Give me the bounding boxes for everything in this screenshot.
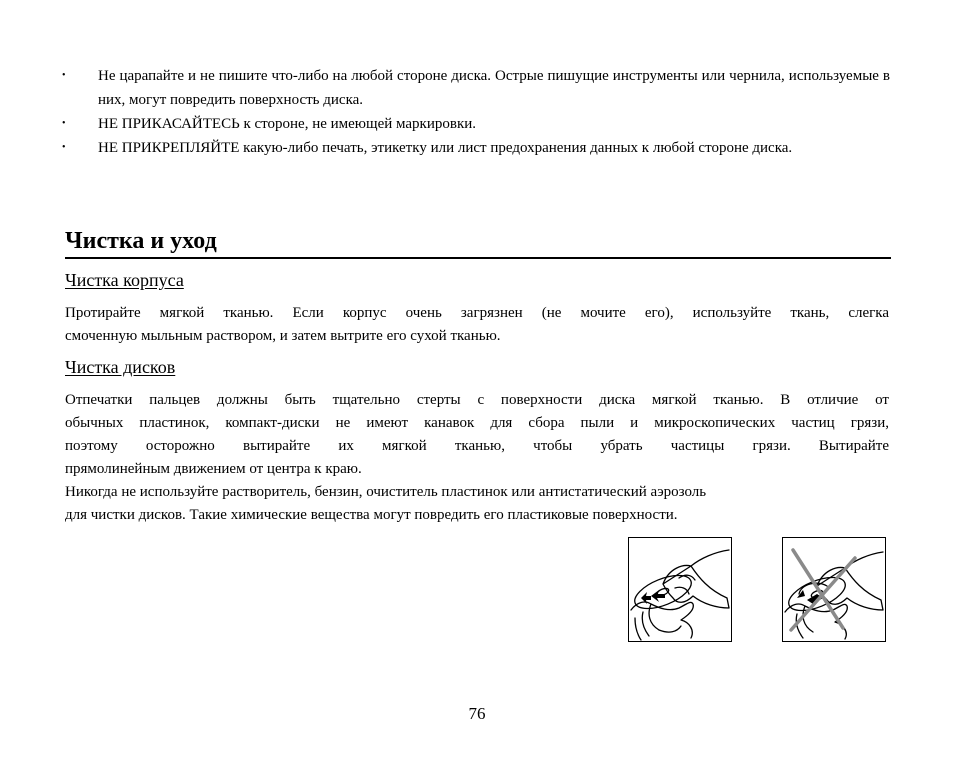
page-number: 76 — [468, 704, 486, 723]
bullet-item — [62, 64, 890, 112]
paragraph-line: для чистки дисков. Такие химические вещества могут повредить его пластиковые поверхности. — [65, 507, 678, 523]
paragraph-line: Никогда не используйте растворитель, бензин, очиститель пластинок или антистатический аэрозоль — [65, 484, 707, 500]
bullet-dot-icon: • — [62, 118, 66, 129]
paragraph-line: прямолинейным движением от центра к краю. — [65, 461, 362, 477]
bullet-text: НЕ ПРИКРЕПЛЯЙТЕ какую-либо печать, этикетку или лист предохранения данных к любой стороне диска. — [98, 140, 793, 156]
disc-cleaning-paragraph — [65, 389, 889, 527]
bullet-text: Не царапайте и не пишите что-либо на любой стороне диска. Острые пишущие инструменты или чернила, используемые в них, могут повредить поверхность диска. — [98, 68, 890, 108]
subheading-disc-cleaning: Чистка дисков — [65, 357, 176, 377]
paragraph-line: Протирайте мягкой тканью. Если корпус очень загрязнен (не мочите его), используйте ткань, слегка — [65, 305, 889, 321]
paragraph-line: поэтому осторожно вытирайте их мягкой тканью, чтобы убрать частицы грязи. Вытирайте — [65, 438, 889, 454]
paragraph-line: обычных пластинок, компакт-диски не имеют канавок для сбора пыли и микроскопических частиц грязи, — [65, 415, 889, 431]
paragraph-line: смоченную мыльным раствором, и затем вытрите его сухой тканью. — [65, 328, 501, 344]
subheading-body-cleaning: Чистка корпуса — [65, 270, 184, 290]
warning-bullet-list — [62, 64, 890, 160]
hand-cloth-disc-icon — [629, 538, 731, 641]
disc-wipe-wrong-illustration — [782, 537, 886, 642]
bullet-dot-icon: • — [62, 70, 66, 81]
disc-wipe-correct-illustration — [628, 537, 732, 642]
bullet-text: НЕ ПРИКАСАЙТЕСЬ к стороне, не имеющей маркировки. — [98, 116, 477, 132]
bullet-dot-icon: • — [62, 142, 66, 153]
hand-cloth-disc-crossed-icon — [783, 538, 885, 641]
bullet-item — [62, 112, 890, 136]
body-cleaning-paragraph — [65, 302, 889, 348]
bullet-item — [62, 136, 890, 160]
section-title: Чистка и уход — [65, 226, 891, 259]
paragraph-line: Отпечатки пальцев должны быть тщательно стерты с поверхности диска мягкой тканью. В отличие от — [65, 392, 889, 408]
